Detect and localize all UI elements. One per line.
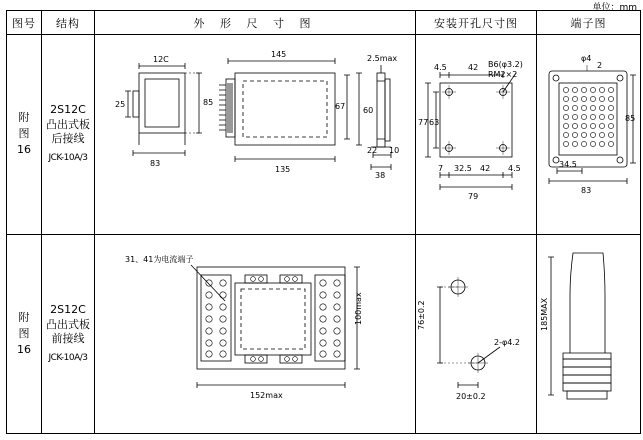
header-col-mounting: 安装开孔尺寸图	[416, 11, 537, 35]
dim-10: 10	[389, 146, 400, 156]
dim-83: 83	[150, 159, 161, 169]
dim-38: 38	[375, 171, 386, 181]
unit-note: 单位：mm	[592, 3, 637, 13]
dim-135: 135	[275, 165, 291, 175]
structure-model-2: JCK-10A/3	[48, 352, 88, 363]
terminal-drawing-cell-1	[537, 35, 641, 234]
dim-100max: 100max	[354, 291, 363, 325]
drawing-no-cell-2	[7, 234, 42, 433]
dim-rm2: RM2×2	[488, 70, 518, 80]
dim-22: 22	[367, 146, 378, 156]
dim-42-top: 42	[468, 63, 479, 73]
outline-drawing-1	[95, 35, 413, 223]
spec-table	[6, 10, 641, 434]
structure-code-2: 2S12C	[50, 302, 86, 316]
drawing-no-line2-2: 图	[18, 326, 30, 340]
dim-152max: 152max	[250, 390, 283, 400]
dim-85: 85	[203, 98, 214, 108]
dim-79: 79	[468, 192, 479, 202]
table-header-row	[7, 11, 641, 35]
dim-60: 60	[363, 106, 374, 116]
dim-145: 145	[271, 50, 287, 60]
drawing-no-line1: 附	[18, 111, 30, 125]
dim-42-bot: 42	[480, 164, 491, 174]
outline-drawing-cell-1	[95, 35, 416, 234]
structure-desc-1: 凸出式板后接线	[46, 118, 90, 146]
outline-drawing-cell-2	[95, 234, 416, 433]
dim-32-5: 32.5	[454, 164, 472, 174]
drawing-no-line1-2: 附	[18, 310, 30, 324]
drawing-no-line3: 16	[17, 143, 31, 157]
dim-185max: 185MAX	[540, 297, 549, 331]
table-row	[7, 35, 641, 234]
structure-code-1: 2S12C	[50, 103, 86, 117]
header-col-outline: 外 形 尺 寸 图	[95, 11, 416, 35]
structure-model-1: JCK-10A/3	[48, 153, 88, 164]
note-current-terminals: 31、41为电流端子	[125, 254, 194, 264]
terminal-drawing-2	[537, 235, 638, 423]
dim-7: 7	[438, 164, 444, 174]
mounting-drawing-2	[416, 235, 534, 423]
dim-2-phi4-2: 2-φ4.2	[494, 337, 520, 347]
dim-2-5max: 2.5max	[367, 54, 398, 64]
terminal-drawing-1	[537, 35, 638, 223]
structure-cell-1	[42, 35, 95, 234]
dim-85-term: 85	[625, 114, 636, 124]
dim-34-5: 34.5	[559, 160, 577, 170]
outline-drawing-2	[95, 235, 413, 423]
dim-b6: B6(φ3.2)	[488, 60, 523, 70]
dim-12c: 12C	[153, 55, 169, 65]
header-col-structure: 结构	[42, 11, 95, 35]
dim-25: 25	[115, 100, 126, 110]
header-col-drawing-no: 图号	[7, 11, 42, 35]
drawing-no-line3-2: 16	[17, 342, 31, 356]
dim-63: 63	[429, 118, 440, 128]
mounting-drawing-1	[416, 35, 534, 223]
dim-20: 20±0.2	[456, 391, 486, 401]
terminal-drawing-cell-2	[537, 234, 641, 433]
mounting-drawing-cell-2	[416, 234, 537, 433]
dim-76: 76±0.2	[417, 299, 426, 330]
table-row	[7, 234, 641, 433]
dim-4-5-top: 4.5	[434, 63, 447, 73]
dim-83-term: 83	[581, 186, 592, 196]
dim-67: 67	[335, 102, 346, 112]
structure-desc-2: 凸出式板前接线	[46, 317, 90, 345]
drawing-no-cell-1	[7, 35, 42, 234]
dim-4-5-right: 4.5	[508, 164, 521, 174]
dim-77: 77	[418, 118, 429, 128]
dim-2: 2	[597, 61, 603, 71]
header-col-terminal: 端子图	[537, 11, 641, 35]
dim-phi4: φ4	[581, 54, 592, 64]
drawing-no-line2: 图	[18, 127, 30, 141]
structure-cell-2	[42, 234, 95, 433]
mounting-drawing-cell-1	[416, 35, 537, 234]
